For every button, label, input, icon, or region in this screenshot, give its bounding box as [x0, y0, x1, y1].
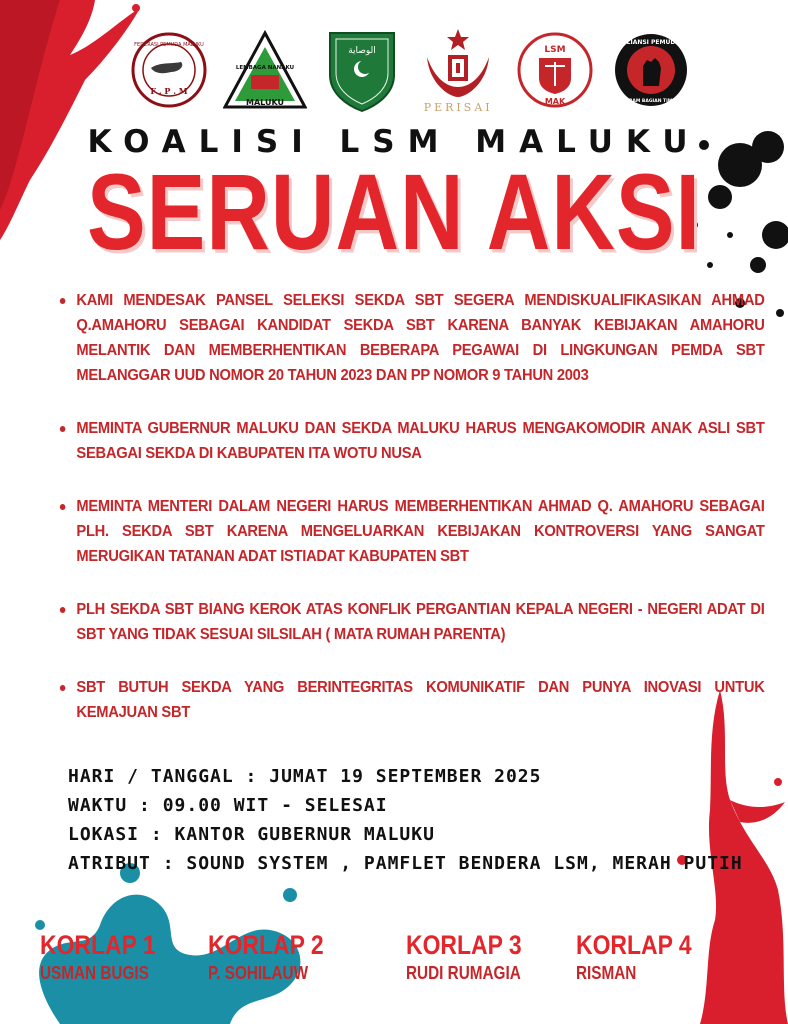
svg-text:FEDERASI PEMUDA MALUKU: FEDERASI PEMUDA MALUKU: [134, 42, 204, 48]
korlap-title: KORLAP 1: [40, 930, 156, 960]
svg-text:LSM: LSM: [543, 45, 566, 55]
svg-text:الوصاية: الوصاية: [347, 46, 376, 56]
coalition-headline: KOALISI LSM MALUKU: [87, 124, 701, 160]
event-time: WAKTU : 09.00 WIT - SELESAI: [68, 795, 388, 816]
svg-text:MALUKU: MALUKU: [246, 98, 285, 107]
korlap-1: [40, 930, 176, 984]
bullet-icon: [60, 685, 66, 691]
svg-text:LEMBAGA NANAKU: LEMBAGA NANAKU: [236, 65, 295, 71]
demand-list: [58, 288, 765, 753]
demand-item: MEMINTA MENTERI DALAM NEGERI HARUS MEMBERHENTIKAN AHMAD Q. AMAHORU SEBAGAI PLH. SEKDA SBT KARENA MENGELUARKAN KEBIJAKAN KONTROVERSI YANG SANGAT MERUGIKAN TATANAN ADAT ISTIADAT KABUPATEN SBT: [58, 494, 765, 569]
bullet-icon: [60, 298, 66, 304]
bullet-icon: [60, 607, 66, 613]
event-date: HARI / TANGGAL : JUMAT 19 SEPTEMBER 2025: [68, 766, 542, 787]
demand-item: MEMINTA GUBERNUR MALUKU DAN SEKDA MALUKU HARUS MENGAKOMODIR ANAK ASLI SBT SEBAGAI SEKDA DI KABUPATEN ITA WOTU NUSA: [58, 416, 765, 466]
green-shield-logo: [323, 24, 401, 116]
aliansi-pemuda-logo: [612, 24, 690, 116]
korlap-4: [576, 930, 712, 984]
korlap-name: RUDI RUMAGIA: [406, 963, 521, 983]
demand-item: KAMI MENDESAK PANSEL SELEKSI SEKDA SBT SEGERA MENDISKUALIFIKASIKAN AHMAD Q.AMAHORU SEBAGAI KANDIDAT SEKDA SBT KARENA BANYAK KEBIJAKAN AMAHORU MELANTIK DAN MEMBERHENTIKAN BEBERAPA PEGAWAI DI LINGKUNGAN PEMDA SBT MELANGGAR UUD NOMOR 20 TAHUN 2023 DAN PP NOMOR 9 TAHUN 2003: [58, 288, 765, 388]
korlap-name: USMAN BUGIS: [40, 963, 149, 983]
svg-text:MAK: MAK: [544, 97, 565, 106]
perisai-logo: [419, 24, 497, 116]
lembaga-nanaku-logo: [226, 24, 304, 116]
korlap-name: P. SOHILAUW: [208, 963, 309, 983]
korlap-2: [208, 930, 344, 984]
korlap-3: [406, 930, 542, 984]
svg-text:ALIANSI PEMUDA: ALIANSI PEMUDA: [621, 39, 680, 46]
bullet-icon: [60, 426, 66, 432]
korlap-title: KORLAP 2: [208, 930, 324, 960]
bullet-icon: [60, 504, 66, 510]
poster-title: SERUAN AKSI: [86, 151, 702, 272]
lsm-mak-logo: [516, 24, 594, 116]
event-location: LOKASI : KANTOR GUBERNUR MALUKU: [68, 824, 435, 845]
svg-text:SERAM BAGIAN TIMUR: SERAM BAGIAN TIMUR: [622, 99, 680, 104]
event-attributes: ATRIBUT : SOUND SYSTEM , PAMFLET BENDERA LSM, MERAH PUTIH: [68, 853, 743, 874]
korlap-title: KORLAP 3: [406, 930, 522, 960]
korlap-title: KORLAP 4: [576, 930, 692, 960]
demand-item: SBT BUTUH SEKDA YANG BERINTEGRITAS KOMUNIKATIF DAN PUNYA INOVASI UNTUK KEMAJUAN SBT: [58, 675, 765, 725]
perisai-caption: PERISAI: [423, 100, 493, 114]
event-details: [68, 762, 743, 878]
korlap-name: RISMAN: [576, 963, 637, 983]
demand-item: PLH SEKDA SBT BIANG KEROK ATAS KONFLIK PERGANTIAN KEPALA NEGERI - NEGERI ADAT DI SBT YANG TIDAK SESUAI SILSILAH ( MATA RUMAH PARENTA): [58, 597, 765, 647]
fpm-logo: [130, 24, 208, 116]
svg-text:F . P . M: F . P . M: [150, 86, 188, 96]
partner-logos: [130, 22, 690, 118]
